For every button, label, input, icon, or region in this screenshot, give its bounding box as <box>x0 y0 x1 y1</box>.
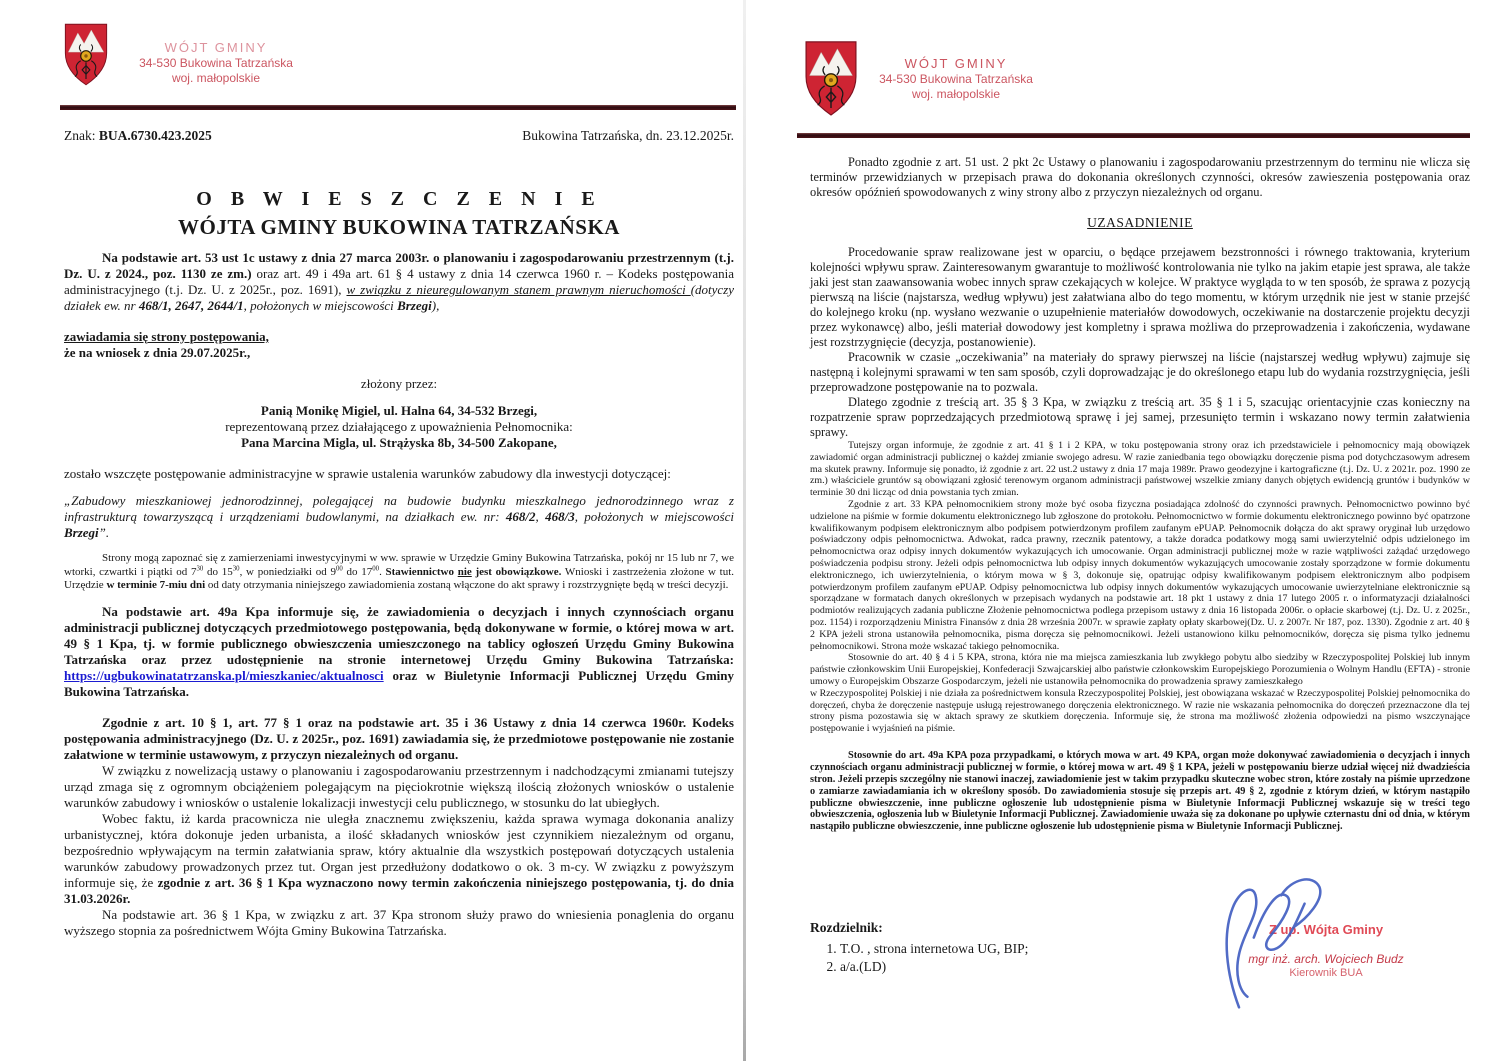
stamp-office-name: WÓJT GMINY <box>164 40 268 55</box>
stamp-voivodeship: woj. małopolskie <box>911 87 1001 101</box>
paragraph <box>64 466 734 482</box>
header-rule <box>60 105 736 110</box>
handwritten-signature <box>1206 872 1346 1020</box>
text-segment: 00 <box>336 565 343 573</box>
text-segment: że na wniosek z dnia 29.07.2025r., <box>64 345 251 360</box>
text-segment: do 15 <box>203 565 233 578</box>
text-segment: , położonych w miejscowości <box>243 298 398 313</box>
paragraph <box>64 329 734 345</box>
paragraph <box>64 493 734 541</box>
page-scan-divider <box>743 0 746 1061</box>
text-segment: nie <box>457 565 472 578</box>
distribution-list <box>810 920 1140 975</box>
text-segment: Na podstawie art. 53 ust 1c ustawy z dnia 27 marca 2003r. o planowaniu i zagospodarowaniu przestrzennym (t.j. Dz. U. z 2024., poz. 1130 ze zm.) <box>64 250 734 281</box>
title-line-2: WÓJTA GMINY BUKOWINA TATRZAŃSKA <box>178 215 620 239</box>
paragraph <box>64 419 734 435</box>
text-segment: 468/1, 2647, 2644/1 <box>138 298 244 313</box>
text-segment: UZASADNIENIE <box>1087 215 1193 230</box>
text-segment: Zgodnie z art. 10 § 1, art. 77 § 1 oraz na podstawie art. 35 i 36 Ustawy z dnia 14 czerwca 1960r. Kodeks postępowania administracyjnego (Dz. U. z 2025r., poz. 1691) zawiadamia się, że przedmiotowe postępowanie nie zostanie załatwione w terminie ustawowym, z przyczyn niezależnych od organu. <box>64 715 734 763</box>
case-number-label: Znak: <box>64 128 96 143</box>
text-segment: Zgodnie z art. 33 KPA pełnomocnikiem strony może być osoba fizyczna posiadająca zdolność do czynności prawnych. Pełnomocnictwo powinno być udzielone na piśmie w formie dokumentu elektronicznego lub zgłoszone do protokołu. Pełnomocnictwo w formie dokumentu elektronicznego powinno być opatrzone kwalifikowanym podpisem elektronicznym albo podpisem potwierdzonym profilem zaufanym ePUAP. Pełnomocnik dołącza do akt sprawy oryginał lub urzędowo poświadczony odpis pełnomocnictwa. Adwokat, radca prawny, rzecznik patentowy, a także doradca podatkowy mogą sami uwierzytelnić odpis udzielonego im pełnomocnictwa oraz odpisy innych dokumentów wykazujących ich umocowanie. Organ administracji publicznej może w razie wątpliwości zażądać urzędowego poświadczenia podpisu strony. Jeżeli odpis pełnomocnictwa lub odpisy innych dokumentów wykazujących umocowanie zostały sporządzone w formie dokumentu elektronicznego, ich uwierzytelnienia, o którym mowa w § 3, dokonuje się, opatrując odpisy kwalifikowanym podpisem elektronicznym albo podpisem potwierdzonym profilem zaufanym ePUAP. Odpisy pełnomocnictwa lub odpisy innych dokumentów wykazujących umocowanie uwierzytelniane elektronicznie są sporządzane w formatach danych określonych w przepisach wydanych na podstawie art. 18 pkt 1 ustawy z dnia 17 lutego 2005 r. o informatyzacji działalności podmiotów realizujących zadania publiczne Złożenie pełnomocnictwa podlega przepisom ustawy z dnia 16 listopada 2006r. o opłacie skarbowej (t.j. Dz. U. z 2025r., poz. 1154) i rozporządzeniu Ministra Finansów z dnia 28 września 2007r. w sprawie zapłaty opłaty skarbowej(Dz. U. z 2007r. Nr 187, poz. 1330). Zgodnie z art. 40 § 2 KPA jeżeli strona ustanowiła pełnomocnika, pisma doręcza się pełnomocnikowi. Jeżeli ustanowiono kilku pełnomocników, doręcza się pisma tylko jednemu pełnomocnikowi. Strona może wskazać takiego pełnomocnika. <box>810 498 1470 652</box>
link-text: https://ugbukowinatatrzanska.pl/mieszkaniec/aktualnosci <box>64 668 384 684</box>
text-segment: w terminie 7-miu dni <box>106 579 206 592</box>
text-segment: w związku z nieuregulowanym stanem prawnym nieruchomości <box>346 282 691 297</box>
paragraph <box>64 376 734 392</box>
paragraph <box>810 440 1470 499</box>
text-segment: , położonych w miejscowości <box>574 509 734 524</box>
document-title <box>64 188 734 240</box>
document-page-right <box>748 0 1500 1061</box>
paragraph <box>64 715 734 763</box>
case-number <box>64 128 212 144</box>
text-segment: 468/2 <box>505 509 536 524</box>
distribution-list-item: 1. T.O. , strona internetowa UG, BIP; <box>840 940 1140 958</box>
text-segment: do 17 <box>342 565 373 578</box>
paragraph <box>64 604 734 700</box>
text-segment: Tutejszy organ informuje, że zgodnie z art. 41 § 1 i 2 KPA, w toku postępowania strony oraz ich przedstawiciele i pełnomocnicy mają obowiązek zawiadomić organ administracji publicznej o każdej zmianie swojego adresu. W razie zaniedbania tego obowiązku doręczenie pisma pod dotychczasowym adresem ma skutek prawny. Informuje się ponadto, iż zgodnie z art. 22 ust.2 ustawy z dnia 17 maja 1989r. Prawo geodezyjne i kartograficzne (t.j. Dz. U. z 2021r. poz. 1990 ze zm.) właściciele gruntów są obowiązani zgłosić terenowym organom administracji państwowej wszelkie zmiany danych objętych ewidencją gruntów i budynków w terminie 30 dni licząc od dnia powstania tych zmian. <box>810 440 1470 499</box>
text-segment: Na podstawie art. 36 § 1 Kpa, w związku z art. 37 Kpa stronom służy prawo do wniesienia ponaglenia do organu wyższego stopnia za pośrednictwem Wójta Gminy Bukowina Tatrzańska. <box>64 907 734 939</box>
paragraph <box>64 552 734 593</box>
stamp-office-name: WÓJT GMINY <box>904 56 1008 71</box>
title-line-1: O B W I E S Z C Z E N I E <box>196 188 602 210</box>
text-segment: 30 <box>232 565 240 573</box>
paragraph <box>64 811 734 907</box>
paragraph <box>64 435 734 451</box>
text-segment: Stawiennictwo <box>385 565 458 578</box>
stamp-voivodeship: woj. małopolskie <box>171 71 261 85</box>
paragraph <box>810 245 1470 350</box>
case-number-value: BUA.6730.423.2025 <box>98 128 212 143</box>
text-segment: Stosownie do art. 40 § 4 i 5 KPA, strona, która nie ma miejsca zamieszkania lub zwykłego pobytu albo siedziby w Rzeczypospolitej Polskiej lub innym państwie członkowskim Unii Europejskiej, Konfederacji Szwajcarskiej albo państwie członkowskim Europejskiego Porozumienia o Wolnym Handlu (EFTA) - stronie umowy o Europejskim Obszarze Gospodarczym, jeżeli nie ustanowiła pełnomocnika do prowadzenia sprawy zamieszkałego <box>810 652 1470 687</box>
header-rule <box>797 133 1470 138</box>
text-segment: W związku z nowelizacją ustawy o planowaniu i zagospodarowaniu przestrzennym i nadchodzącymi zmianami tutejszy urząd zmaga się z ogromnym obciążeniem polegającym na pięciokrotnie większą ilością złożonych wniosków o ustalenie warunków zabudowy i wniosków o ustalenie lokalizacji inwestycji celu publicznego, w stosunku do lat ubiegłych. <box>64 763 734 811</box>
text-segment: 00 <box>372 565 380 573</box>
paragraph <box>64 403 734 419</box>
text-segment: Wobec faktu, iż karda pracownicza nie uległa znacznemu zwiększeniu, każda sprawa wymaga dokonania analizy urbanistycznej, która dokonuje jeden urbanista, a ilość składanych wniosków jest czynnikiem niezależnym od organu, bezpośrednio wpływającym na termin załatwiania spraw, który aktualnie dla wszystkich postępowań dotyczących ustalenia warunków zabudowy prowadzonych przez tut. Organ jest przedłużony dodatkowo o ok. 3 m-cy. W związku z powyższym informuje się, że <box>64 811 734 891</box>
text-segment: Stosownie do art. 49a KPA poza przypadkami, o których mowa w art. 49 KPA, organ może dokonywać zawiadomienia o decyzjach i innych czynnościach organu administracji publicznej w formie, o której mowa w art. 49 § 1 KPA, jeżeli w postępowaniu bierze udział więcej niż dwadzieścia stron. Jeżeli przepis szczególny nie stanowi inaczej, zawiadomienie jest w takim przypadku skuteczne wobec stron, które zostały na piśmie uprzedzone o zamiarze zawiadamiania ich w określony sposób. Do zawiadomienia stosuje się przepis art. 49 § 2, zgodnie z którym dzień, w którym nastąpiło publiczne obwieszczenie, inne publiczne ogłoszenie lub udostępnienie pisma w Biuletynie Informacji Publicznej wskazuje się w treści tego obwieszczenia, ogłoszenia lub w Biuletynie Informacji Publicznej. Zawiadomienie uważa się za dokonane po upływie czternastu dni od dnia, w którym nastąpiło publiczne obwieszczenie, inne publiczne ogłoszenie lub udostępnienie pisma w Biuletynie Informacji Publicznej. <box>810 749 1470 833</box>
text-segment: Ponadto zgodnie z art. 51 ust. 2 pkt 2c Ustawy o planowaniu i zagospodarowaniu przestrzennym do terminu nie wlicza się terminów przewidzianych w przepisach prawa do dokonania określonych czynności, okresów zawieszenia postępowania oraz okresów opóźnień spowodowanych z winy strony albo z przyczyn niezależnych od organu. <box>810 155 1470 199</box>
office-stamp <box>116 40 316 86</box>
paragraph <box>810 499 1470 652</box>
text-segment: Wnioski i zastrzeżenia złożone w tut. Urzędzie <box>64 565 735 592</box>
text-segment: w Rzeczypospolitej Polskiej i nie działa za pośrednictwem konsula Rzeczypospolitej Polskiej, jest obowiązana wskazać w Rzeczypospolitej Polskiej pełnomocnika do doręczeń, chyba że doręczenie następuje usługą rejestrowanego doręczenia elektronicznego. W razie nie wskazania pełnomocnika do doręczeń przeznaczone dla tej strony pisma pozostawia się w aktach sprawy ze skutkiem doręczenia. Informuje się, że strona ma możliwość złożenia odpowiedzi na pismo wszczynające postępowanie i wyjaśnień na piśmie. <box>810 687 1470 735</box>
distribution-list-heading: Rozdzielnik: <box>810 920 883 935</box>
text-segment: Pana Marcina Migla, ul. Strążyska 8b, 34-500 Zakopane, <box>241 435 557 450</box>
text-segment: zostało wszczęte postępowanie administracyjne w sprawie ustalenia warunków zabudowy dla inwestycji dotyczącej: <box>64 466 671 481</box>
text-segment: (dotyczy działek ew. nr <box>64 282 735 313</box>
text-segment: 468/3 <box>545 509 575 524</box>
text-segment: Na podstawie art. 49a Kpa informuje się, że zawiadomienia o decyzjach i innych czynnościach organu administracji publicznej dotyczących przedmiotowego postępowania, będą dokonywane w formie, o której mowa w art. 49 § 1 Kpa, tj. w formie publicznego obwieszczenia umieszczonego na tablicy ogłoszeń Urzędu Gminy Bukowina Tatrzańska oraz przez udostępnienie na stronie internetowej Urzędu Gminy Bukowina Tatrzańska: <box>64 604 734 668</box>
paragraph <box>64 345 734 361</box>
document-page-left <box>0 0 742 1061</box>
right-page-body-text <box>810 155 1470 833</box>
text-segment: Brzegi <box>64 525 99 540</box>
text-segment: Brzegi <box>397 298 432 313</box>
distribution-list-items <box>810 940 1140 975</box>
text-segment: od daty otrzymania niniejszego zawiadomienia zostaną włączone do akt sprawy i rozstrzygnięte będą w treści decyzji. <box>205 579 729 592</box>
text-segment: zgodnie z art. 36 § 1 Kpa wyznaczono nowy termin zakończenia niniejszego postępowania, tj. do dnia 31.03.2026r. <box>64 875 734 907</box>
signature-authority-line: Z up. Wójta Gminy <box>1268 922 1384 937</box>
text-segment: ), <box>431 298 440 313</box>
text-segment: jest obowiązkowe. <box>471 565 562 578</box>
text-segment: Strony mogą zapoznać się z zamierzeniami inwestycyjnymi w ww. sprawie w Urzędzie Gminy Bukowina Tatrzańska, pokój nr 15 lub nr 7, we wtorki, czwartki i piątki od 7 <box>64 552 734 578</box>
paragraph <box>810 350 1470 395</box>
text-segment: oraz art. 49 i 49a art. 61 § 4 ustawy z dnia 14 czerwca 1960 r. – Kodeks postępowania administracyjnego (t.j. Dz. U. z 2025r., poz. 1691), <box>64 266 734 297</box>
paragraph <box>64 763 734 811</box>
signatory-name: mgr inż. arch. Wojciech Budz <box>1248 952 1404 966</box>
paragraph <box>810 155 1470 200</box>
text-segment: „Zabudowy mieszkaniowej jednorodzinnej, polegającej na budowie budynku mieszkalnego jednorodzinnego wraz z infrastrukturą towarzyszącą i urządzeniami budowlanymi, na działkach ew. nr: <box>64 493 734 524</box>
text-segment: , w poniedziałki od 9 <box>239 565 336 578</box>
text-segment: Procedowanie spraw realizowane jest w oparciu, o będące przejawem bezstronności i równego traktowania, kryterium kolejności wpływu spraw. Zainteresowanym gwarantuje to możliwość kontrolowania nie tylko na jakim etapie jest sprawa, ale także jaki jest stan zaawansowania wobec innych spraw czekających w kolejce. W praktyce wygląda to w ten sposób, że sprawa z pozycją pierwszą na liście (najstarsza, według wpływu) jest załatwiana albo do tego momentu, w którym urzędnik nie jest w stanie przejść do kolejnego kroku (np. wysłano wezwanie o uzupełnienie materiałów dowodowych, oczekiwanie na dostarczenie projektu decyzji przez wykonawcę) albo, jeśli materiał dowodowy jest kompletny i sprawa możliwa do przeprowadzenia i zakończenia, wydawane jest rozstrzygnięcie (decyzja, postanowienie). <box>810 245 1470 349</box>
gmina-coat-of-arms-icon <box>62 16 110 94</box>
text-segment: ”. <box>98 525 110 540</box>
signatory-title: Kierownik BUA <box>1289 967 1363 979</box>
stamp-address: 34-530 Bukowina Tatrzańska <box>879 72 1033 86</box>
text-segment: złożony przez: <box>360 376 438 391</box>
reference-row <box>64 128 734 144</box>
place-date: Bukowina Tatrzańska, dn. 23.12.2025r. <box>522 128 734 143</box>
left-page-body-text <box>64 250 734 939</box>
text-segment: . <box>379 565 386 578</box>
text-segment: reprezentowaną przez działającego z upoważnienia Pełnomocnika: <box>225 419 573 434</box>
text-segment: 30 <box>196 565 204 573</box>
text-segment: zawiadamia się strony postępowania, <box>64 329 269 344</box>
paragraph <box>810 750 1470 833</box>
paragraph <box>810 395 1470 440</box>
paragraph <box>64 250 734 314</box>
text-segment: , <box>535 509 546 524</box>
text-segment: oraz w Biuletynie Informacji Publicznej Urzędu Gminy Bukowina Tatrzańska. <box>64 668 734 700</box>
section-heading <box>810 215 1470 230</box>
office-stamp <box>846 56 1066 102</box>
paragraph <box>64 907 734 939</box>
text-segment: Pracownik w czasie „oczekiwania” na materiały do sprawy pierwszej na liście (najstarszej według wpływu) zajmuje się następną i kolejnymi sprawami w ten sam sposób, czyli doprowadzając je do określonego etapu lub do wydania rozstrzygnięcia, jeśli przeprowadzone postępowanie na to pozwala. <box>810 350 1470 394</box>
stamp-address: 34-530 Bukowina Tatrzańska <box>139 56 293 70</box>
paragraph <box>810 652 1470 735</box>
distribution-list-item: 2. a/a.(LD) <box>840 958 1140 976</box>
text-segment: Panią Monikę Migiel, ul. Halna 64, 34-532 Brzegi, <box>260 403 538 418</box>
text-segment: Dlatego zgodnie z treścią art. 35 § 3 Kpa, w związku z treścią art. 35 § 1 i 5, szacując orientacyjnie czas konieczny na rozpatrzenie spraw poprzedzających przedmiotową sprawę i jej samej, przesunięto termin i wskazano nowy termin załatwienia sprawy. <box>810 395 1470 439</box>
